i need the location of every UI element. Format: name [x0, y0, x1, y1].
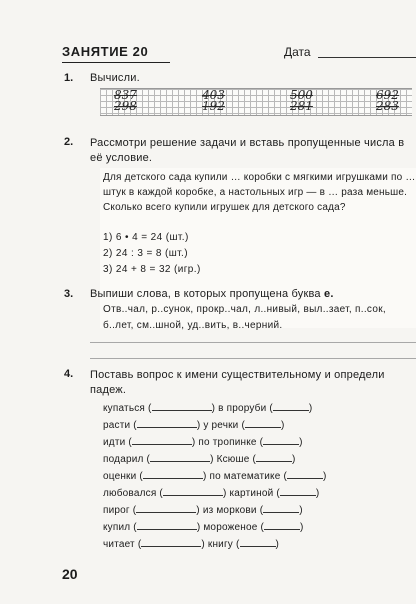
case-blank[interactable]: [280, 486, 316, 496]
answer-line-2: [90, 358, 416, 359]
example-2-bottom: 192: [202, 99, 225, 113]
task-3-words-line-1: Отв..чал, р..сунок, прокр..чал, л..нивый, выл..зает, п..сок,: [103, 304, 386, 315]
task-3-instruction: Выпиши слова, в которых пропущена буква: [90, 288, 325, 300]
example-4-bottom: 283: [376, 99, 399, 113]
word-row: расти ( ) у речки ( ): [103, 420, 285, 431]
answer-blank[interactable]: [137, 520, 197, 530]
date-line: [318, 57, 416, 58]
task-2-text: Рассмотри решение задачи и вставь пропущенные числа в её условие.: [90, 137, 405, 164]
task-3-text: [90, 288, 334, 300]
answer-blank[interactable]: [137, 418, 197, 428]
case-blank[interactable]: [263, 435, 299, 445]
solution-step-2: 2) 24 : 3 = 8 (шт.): [103, 248, 188, 259]
case-blank[interactable]: [240, 537, 276, 547]
answer-blank[interactable]: [143, 469, 203, 479]
task-3-words-line-2: б..лет, см..шной, уд..вить, в..черний.: [103, 320, 283, 331]
solution-step-1: 1) 6 • 4 = 24 (шт.): [103, 232, 189, 243]
example-3: [290, 90, 313, 112]
example-1-bottom: 298: [114, 99, 137, 113]
word-row: купаться ( ) в проруби ( ): [103, 403, 313, 414]
example-2-top: 403: [202, 88, 225, 102]
task-3-number: 3.: [64, 288, 74, 300]
word-row: оценки ( ) по математике ( ): [103, 471, 327, 482]
example-3-top: 500: [290, 88, 313, 102]
case-blank[interactable]: [256, 452, 292, 462]
answer-blank[interactable]: [152, 401, 212, 411]
answer-blank[interactable]: [136, 503, 196, 513]
case-blank[interactable]: [263, 503, 299, 513]
case-blank[interactable]: [287, 469, 323, 479]
title-underline: [62, 62, 170, 63]
case-blank[interactable]: [264, 520, 300, 530]
case-blank[interactable]: [273, 401, 309, 411]
word-row: любовался ( ) картиной ( ): [103, 488, 320, 499]
task-1-number: 1.: [64, 72, 74, 84]
answer-blank[interactable]: [141, 537, 201, 547]
word-row: подарил ( ) Ксюше ( ): [103, 454, 296, 465]
word-row: купил ( ) мороженое ( ): [103, 522, 304, 533]
task-4-number: 4.: [64, 368, 74, 380]
answer-blank[interactable]: [132, 435, 192, 445]
case-blank[interactable]: [245, 418, 281, 428]
word-row: идти ( ) по тропинке ( ): [103, 437, 303, 448]
example-1: [114, 90, 137, 112]
solution-step-3: 3) 24 + 8 = 32 (игр.): [103, 264, 201, 275]
problem-text: Для детского сада купили … коробки с мягкими игрушками по … штук в каждой коробке, а настольных игр — в … раза меньше. Сколько всего купили игрушек для детского сада?: [103, 172, 416, 213]
example-4: [376, 90, 399, 112]
page-number: 20: [62, 566, 78, 582]
lesson-title: ЗАНЯТИЕ 20: [62, 44, 149, 59]
task-3-letter: е.: [324, 288, 334, 300]
example-4-top: 692: [376, 88, 399, 102]
task-1-text: Вычисли.: [90, 72, 140, 84]
calculation-grid: [100, 88, 412, 116]
task-4-text: Поставь вопрос к имени существительному и определи падеж.: [90, 369, 385, 396]
task-2-number: 2.: [64, 136, 74, 148]
date-label: Дата: [284, 45, 311, 59]
word-row: пирог ( ) из моркови ( ): [103, 505, 303, 516]
answer-blank[interactable]: [163, 486, 223, 496]
answer-line-1: [90, 342, 416, 343]
word-row: читает ( ) книгу ( ): [103, 539, 280, 550]
example-3-bottom: 281: [290, 99, 313, 113]
example-1-top: 837: [114, 88, 137, 102]
answer-blank[interactable]: [150, 452, 210, 462]
example-2: [202, 90, 225, 112]
